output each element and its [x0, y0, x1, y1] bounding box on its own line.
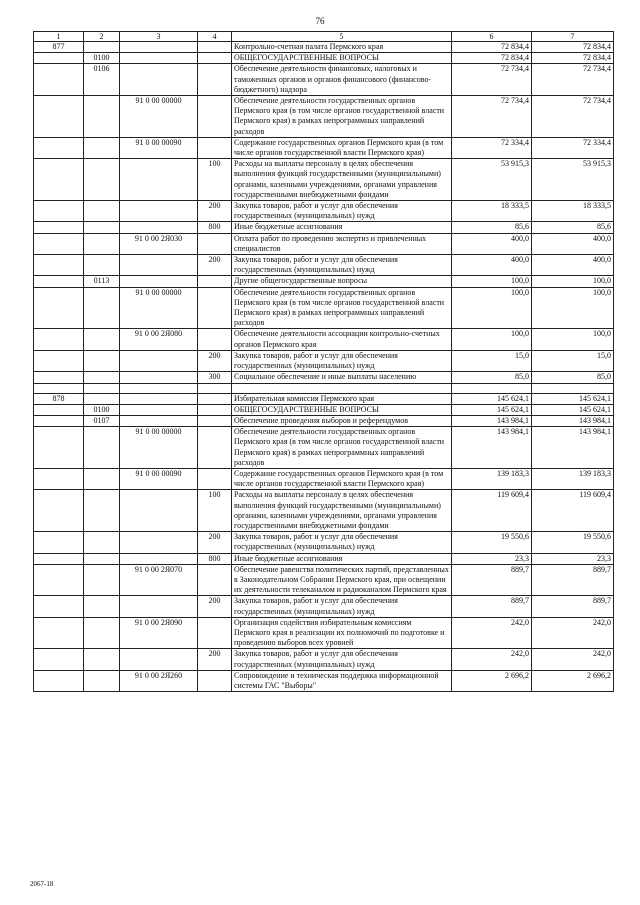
- expense-type-cell: [198, 64, 232, 96]
- target-article-cell: [120, 64, 198, 96]
- target-article-cell: [120, 159, 198, 201]
- table-row: [34, 670, 614, 691]
- item-name-cell: Закупка товаров, работ и услуг для обеспечения государственных (муниципальных) нужд: [232, 255, 452, 276]
- amount-col6-cell: 139 183,3: [452, 468, 532, 489]
- expense-type-cell: 200: [198, 255, 232, 276]
- amount-col6-cell: 72 834,4: [452, 53, 532, 64]
- table-row: [34, 427, 614, 469]
- item-name-cell: Иные бюджетные ассигнования: [232, 553, 452, 564]
- amount-col7-cell: 400,0: [532, 233, 614, 254]
- expense-type-cell: [198, 233, 232, 254]
- amount-col6-cell: 100,0: [452, 287, 532, 329]
- expense-type-cell: [198, 617, 232, 649]
- amount-col6-cell: 242,0: [452, 617, 532, 649]
- table-row: [34, 287, 614, 329]
- section-code-cell: [84, 201, 120, 222]
- expense-type-cell: [198, 276, 232, 287]
- expense-type-cell: 200: [198, 649, 232, 670]
- table-row: [34, 404, 614, 415]
- amount-col6-cell: 85,6: [452, 222, 532, 233]
- item-name-cell: Закупка товаров, работ и услуг для обеспечения государственных (муниципальных) нужд: [232, 596, 452, 617]
- target-article-cell: 91 0 00 2Я080: [120, 329, 198, 350]
- item-name-cell: Обеспечение деятельности государственных органов Пермского края (в том числе органов государственной власти Пермского края) в рамках непрограммных направлений расходов: [232, 427, 452, 469]
- ministry-code-cell: [34, 350, 84, 371]
- ministry-code-cell: [34, 564, 84, 596]
- ministry-code-cell: [34, 96, 84, 138]
- target-article-cell: [120, 372, 198, 383]
- amount-col7-cell: 15,0: [532, 350, 614, 371]
- target-article-cell: 91 0 00 2Я090: [120, 617, 198, 649]
- ministry-code-cell: [34, 532, 84, 553]
- ministry-code-cell: [34, 276, 84, 287]
- amount-col7-cell: 100,0: [532, 276, 614, 287]
- target-article-cell: 91 0 00 00000: [120, 427, 198, 469]
- amount-col6-cell: 143 984,1: [452, 415, 532, 426]
- target-article-cell: [120, 53, 198, 64]
- section-code-cell: [84, 532, 120, 553]
- table-row: [34, 617, 614, 649]
- item-name-cell: Организация содействия избирательным комиссиям Пермского края в реализации их полномочий по подготовке и проведению выборов всех уровней: [232, 617, 452, 649]
- expense-type-cell: 200: [198, 201, 232, 222]
- ministry-code-cell: [34, 596, 84, 617]
- column-header: 2: [84, 32, 120, 42]
- amount-col6-cell: 15,0: [452, 350, 532, 371]
- expense-type-cell: [198, 415, 232, 426]
- expense-type-cell: 100: [198, 490, 232, 532]
- item-name-cell: Социальное обеспечение и иные выплаты населению: [232, 372, 452, 383]
- item-name-cell: Другие общегосударственные вопросы: [232, 276, 452, 287]
- section-code-cell: [84, 649, 120, 670]
- table-row: [34, 233, 614, 254]
- expense-type-cell: 300: [198, 372, 232, 383]
- item-name-cell: Закупка товаров, работ и услуг для обеспечения государственных (муниципальных) нужд: [232, 201, 452, 222]
- amount-col6-cell: 145 624,1: [452, 404, 532, 415]
- target-article-cell: 91 0 00 00090: [120, 137, 198, 158]
- amount-col6-cell: 2 696,2: [452, 670, 532, 691]
- amount-col6-cell: 889,7: [452, 564, 532, 596]
- ministry-code-cell: [34, 329, 84, 350]
- target-article-cell: 91 0 00 00000: [120, 96, 198, 138]
- ministry-code-cell: [34, 372, 84, 383]
- ministry-code-cell: [34, 468, 84, 489]
- table-row: [34, 329, 614, 350]
- amount-col6-cell: [452, 383, 532, 393]
- amount-col7-cell: 242,0: [532, 617, 614, 649]
- expense-type-cell: 800: [198, 553, 232, 564]
- target-article-cell: 91 0 00 2Я070: [120, 564, 198, 596]
- item-name-cell: Контрольно-счетная палата Пермского края: [232, 42, 452, 53]
- ministry-code-cell: [34, 404, 84, 415]
- amount-col6-cell: 72 834,4: [452, 42, 532, 53]
- ministry-code-cell: [34, 490, 84, 532]
- target-article-cell: [120, 596, 198, 617]
- column-header: 5: [232, 32, 452, 42]
- expense-type-cell: 200: [198, 596, 232, 617]
- section-code-cell: 0106: [84, 64, 120, 96]
- amount-col7-cell: 100,0: [532, 287, 614, 329]
- ministry-code-cell: [34, 64, 84, 96]
- amount-col7-cell: 145 624,1: [532, 404, 614, 415]
- table-row: [34, 596, 614, 617]
- item-name-cell: Сопровождение и техническая поддержка информационной системы ГАС "Выборы": [232, 670, 452, 691]
- amount-col6-cell: 53 915,3: [452, 159, 532, 201]
- expense-type-cell: [198, 287, 232, 329]
- amount-col7-cell: 18 333,5: [532, 201, 614, 222]
- expense-type-cell: [198, 42, 232, 53]
- amount-col7-cell: 139 183,3: [532, 468, 614, 489]
- expense-type-cell: [198, 427, 232, 469]
- amount-col6-cell: 889,7: [452, 596, 532, 617]
- page-number: 76: [315, 16, 325, 26]
- section-code-cell: [84, 372, 120, 383]
- ministry-code-cell: [34, 383, 84, 393]
- amount-col7-cell: 85,6: [532, 222, 614, 233]
- item-name-cell: Обеспечение деятельности государственных органов Пермского края (в том числе органов государственной власти Пермского края) в рамках непрограммных направлений расходов: [232, 287, 452, 329]
- ministry-code-cell: [34, 617, 84, 649]
- item-name-cell: Избирательная комиссия Пермского края: [232, 393, 452, 404]
- item-name-cell: Содержание государственных органов Пермского края (в том числе органов государственной власти Пермского края): [232, 137, 452, 158]
- column-header: 4: [198, 32, 232, 42]
- section-code-cell: [84, 233, 120, 254]
- expense-type-cell: [198, 393, 232, 404]
- section-code-cell: [84, 255, 120, 276]
- ministry-code-cell: [34, 287, 84, 329]
- table-row: [34, 468, 614, 489]
- item-name-cell: Обеспечение проведения выборов и референдумов: [232, 415, 452, 426]
- expense-type-cell: 100: [198, 159, 232, 201]
- table-row: [34, 96, 614, 138]
- target-article-cell: [120, 201, 198, 222]
- table-row: [34, 53, 614, 64]
- target-article-cell: [120, 350, 198, 371]
- amount-col7-cell: 889,7: [532, 596, 614, 617]
- amount-col7-cell: 119 609,4: [532, 490, 614, 532]
- section-code-cell: [84, 96, 120, 138]
- section-code-cell: [84, 490, 120, 532]
- target-article-cell: [120, 393, 198, 404]
- item-name-cell: Обеспечение деятельности государственных органов Пермского края (в том числе органов государственной власти Пермского края) в рамках непрограммных направлений расходов: [232, 96, 452, 138]
- section-code-cell: [84, 670, 120, 691]
- amount-col7-cell: 143 984,1: [532, 415, 614, 426]
- section-code-cell: [84, 159, 120, 201]
- ministry-code-cell: [34, 649, 84, 670]
- amount-col6-cell: 400,0: [452, 255, 532, 276]
- column-header: 3: [120, 32, 198, 42]
- target-article-cell: [120, 383, 198, 393]
- amount-col6-cell: 100,0: [452, 329, 532, 350]
- amount-col6-cell: 72 734,4: [452, 64, 532, 96]
- section-code-cell: [84, 564, 120, 596]
- expense-type-cell: [198, 564, 232, 596]
- table-row: [34, 64, 614, 96]
- ministry-code-cell: [34, 670, 84, 691]
- amount-col6-cell: 72 734,4: [452, 96, 532, 138]
- target-article-cell: [120, 649, 198, 670]
- item-name-cell: Закупка товаров, работ и услуг для обеспечения государственных (муниципальных) нужд: [232, 649, 452, 670]
- amount-col7-cell: 143 984,1: [532, 427, 614, 469]
- item-name-cell: ОБЩЕГОСУДАРСТВЕННЫЕ ВОПРОСЫ: [232, 404, 452, 415]
- expense-type-cell: [198, 670, 232, 691]
- target-article-cell: 91 0 00 2Я260: [120, 670, 198, 691]
- amount-col7-cell: 72 734,4: [532, 64, 614, 96]
- table-body: [34, 42, 614, 692]
- amount-col6-cell: 145 624,1: [452, 393, 532, 404]
- item-name-cell: Обеспечение деятельности финансовых, налоговых и таможенных органов и органов финансового (финансово-бюджетного) надзора: [232, 64, 452, 96]
- item-name-cell: Расходы на выплаты персоналу в целях обеспечения выполнения функций государственными (муниципальными) органами, казенными учреждениями, органами управления государственными внебюджетными фондами: [232, 159, 452, 201]
- table-row: [34, 159, 614, 201]
- section-code-cell: [84, 427, 120, 469]
- table-row: [34, 350, 614, 371]
- table-row: [34, 255, 614, 276]
- expense-type-cell: 200: [198, 532, 232, 553]
- amount-col6-cell: 85,0: [452, 372, 532, 383]
- section-code-cell: 0107: [84, 415, 120, 426]
- target-article-cell: [120, 276, 198, 287]
- item-name-cell: ОБЩЕГОСУДАРСТВЕННЫЕ ВОПРОСЫ: [232, 53, 452, 64]
- table-row: [34, 649, 614, 670]
- ministry-code-cell: [34, 222, 84, 233]
- target-article-cell: 91 0 00 00090: [120, 468, 198, 489]
- item-name-cell: Закупка товаров, работ и услуг для обеспечения государственных (муниципальных) нужд: [232, 532, 452, 553]
- target-article-cell: 91 0 00 2Я030: [120, 233, 198, 254]
- section-code-cell: [84, 596, 120, 617]
- section-code-cell: [84, 468, 120, 489]
- amount-col7-cell: 23,3: [532, 553, 614, 564]
- amount-col6-cell: 100,0: [452, 276, 532, 287]
- section-code-cell: 0100: [84, 404, 120, 415]
- table-row: [34, 137, 614, 158]
- item-name-cell: [232, 383, 452, 393]
- ministry-code-cell: 877: [34, 42, 84, 53]
- expense-type-cell: [198, 329, 232, 350]
- section-code-cell: [84, 393, 120, 404]
- amount-col7-cell: [532, 383, 614, 393]
- ministry-code-cell: [34, 427, 84, 469]
- column-number-row: [34, 32, 614, 42]
- item-name-cell: Содержание государственных органов Пермского края (в том числе органов государственной власти Пермского края): [232, 468, 452, 489]
- ministry-code-cell: [34, 553, 84, 564]
- table-row: [34, 393, 614, 404]
- target-article-cell: 91 0 00 00000: [120, 287, 198, 329]
- table-row: [34, 490, 614, 532]
- table-row: [34, 276, 614, 287]
- amount-col6-cell: 119 609,4: [452, 490, 532, 532]
- amount-col6-cell: 242,0: [452, 649, 532, 670]
- ministry-code-cell: [34, 415, 84, 426]
- expense-type-cell: [198, 96, 232, 138]
- target-article-cell: [120, 255, 198, 276]
- amount-col7-cell: 85,0: [532, 372, 614, 383]
- amount-col7-cell: 100,0: [532, 329, 614, 350]
- item-name-cell: Обеспечение равенства политических партий, представленных в Законодательном Собрании Пермского края, при освещении их деятельности телеканалом и радиоканалом Пермского края: [232, 564, 452, 596]
- section-code-cell: [84, 553, 120, 564]
- column-header: 1: [34, 32, 84, 42]
- table-row: [34, 564, 614, 596]
- section-code-cell: [84, 222, 120, 233]
- item-name-cell: Иные бюджетные ассигнования: [232, 222, 452, 233]
- ministry-code-cell: [34, 255, 84, 276]
- amount-col6-cell: 23,3: [452, 553, 532, 564]
- target-article-cell: [120, 404, 198, 415]
- amount-col6-cell: 19 550,6: [452, 532, 532, 553]
- ministry-code-cell: 878: [34, 393, 84, 404]
- section-code-cell: 0113: [84, 276, 120, 287]
- section-code-cell: [84, 329, 120, 350]
- expense-type-cell: 800: [198, 222, 232, 233]
- amount-col7-cell: 2 696,2: [532, 670, 614, 691]
- expense-type-cell: [198, 383, 232, 393]
- section-code-cell: [84, 287, 120, 329]
- amount-col6-cell: 18 333,5: [452, 201, 532, 222]
- amount-col6-cell: 72 334,4: [452, 137, 532, 158]
- expense-type-cell: 200: [198, 350, 232, 371]
- section-code-cell: [84, 137, 120, 158]
- section-code-cell: [84, 383, 120, 393]
- table-row: [34, 383, 614, 393]
- target-article-cell: [120, 490, 198, 532]
- table-row: [34, 415, 614, 426]
- ministry-code-cell: [34, 137, 84, 158]
- table-row: [34, 372, 614, 383]
- ministry-code-cell: [34, 159, 84, 201]
- section-code-cell: [84, 42, 120, 53]
- section-code-cell: [84, 617, 120, 649]
- ministry-code-cell: [34, 233, 84, 254]
- target-article-cell: [120, 415, 198, 426]
- table-row: [34, 201, 614, 222]
- amount-col7-cell: 889,7: [532, 564, 614, 596]
- target-article-cell: [120, 553, 198, 564]
- table-row: [34, 532, 614, 553]
- amount-col6-cell: 143 984,1: [452, 427, 532, 469]
- item-name-cell: Оплата работ по проведению экспертиз и привлеченных специалистов: [232, 233, 452, 254]
- amount-col7-cell: 53 915,3: [532, 159, 614, 201]
- expense-type-cell: [198, 404, 232, 415]
- target-article-cell: [120, 222, 198, 233]
- amount-col7-cell: 72 834,4: [532, 42, 614, 53]
- column-header: 7: [532, 32, 614, 42]
- amount-col7-cell: 72 834,4: [532, 53, 614, 64]
- column-header: 6: [452, 32, 532, 42]
- item-name-cell: Обеспечение деятельности ассоциации контрольно-счетных органов Пермского края: [232, 329, 452, 350]
- amount-col7-cell: 400,0: [532, 255, 614, 276]
- target-article-cell: [120, 532, 198, 553]
- item-name-cell: Расходы на выплаты персоналу в целях обеспечения выполнения функций государственными (муниципальными) органами, казенными учреждениями, органами управления государственными внебюджетными фондами: [232, 490, 452, 532]
- amount-col7-cell: 145 624,1: [532, 393, 614, 404]
- table-row: [34, 222, 614, 233]
- item-name-cell: Закупка товаров, работ и услуг для обеспечения государственных (муниципальных) нужд: [232, 350, 452, 371]
- expense-type-cell: [198, 53, 232, 64]
- amount-col6-cell: 400,0: [452, 233, 532, 254]
- amount-col7-cell: 72 334,4: [532, 137, 614, 158]
- section-code-cell: 0100: [84, 53, 120, 64]
- ministry-code-cell: [34, 201, 84, 222]
- amount-col7-cell: 242,0: [532, 649, 614, 670]
- amount-col7-cell: 72 734,4: [532, 96, 614, 138]
- budget-table: [33, 31, 614, 692]
- ministry-code-cell: [34, 53, 84, 64]
- amount-col7-cell: 19 550,6: [532, 532, 614, 553]
- target-article-cell: [120, 42, 198, 53]
- footer-code: 2067-18: [30, 880, 54, 888]
- table-row: [34, 42, 614, 53]
- section-code-cell: [84, 350, 120, 371]
- expense-type-cell: [198, 468, 232, 489]
- table-row: [34, 553, 614, 564]
- expense-type-cell: [198, 137, 232, 158]
